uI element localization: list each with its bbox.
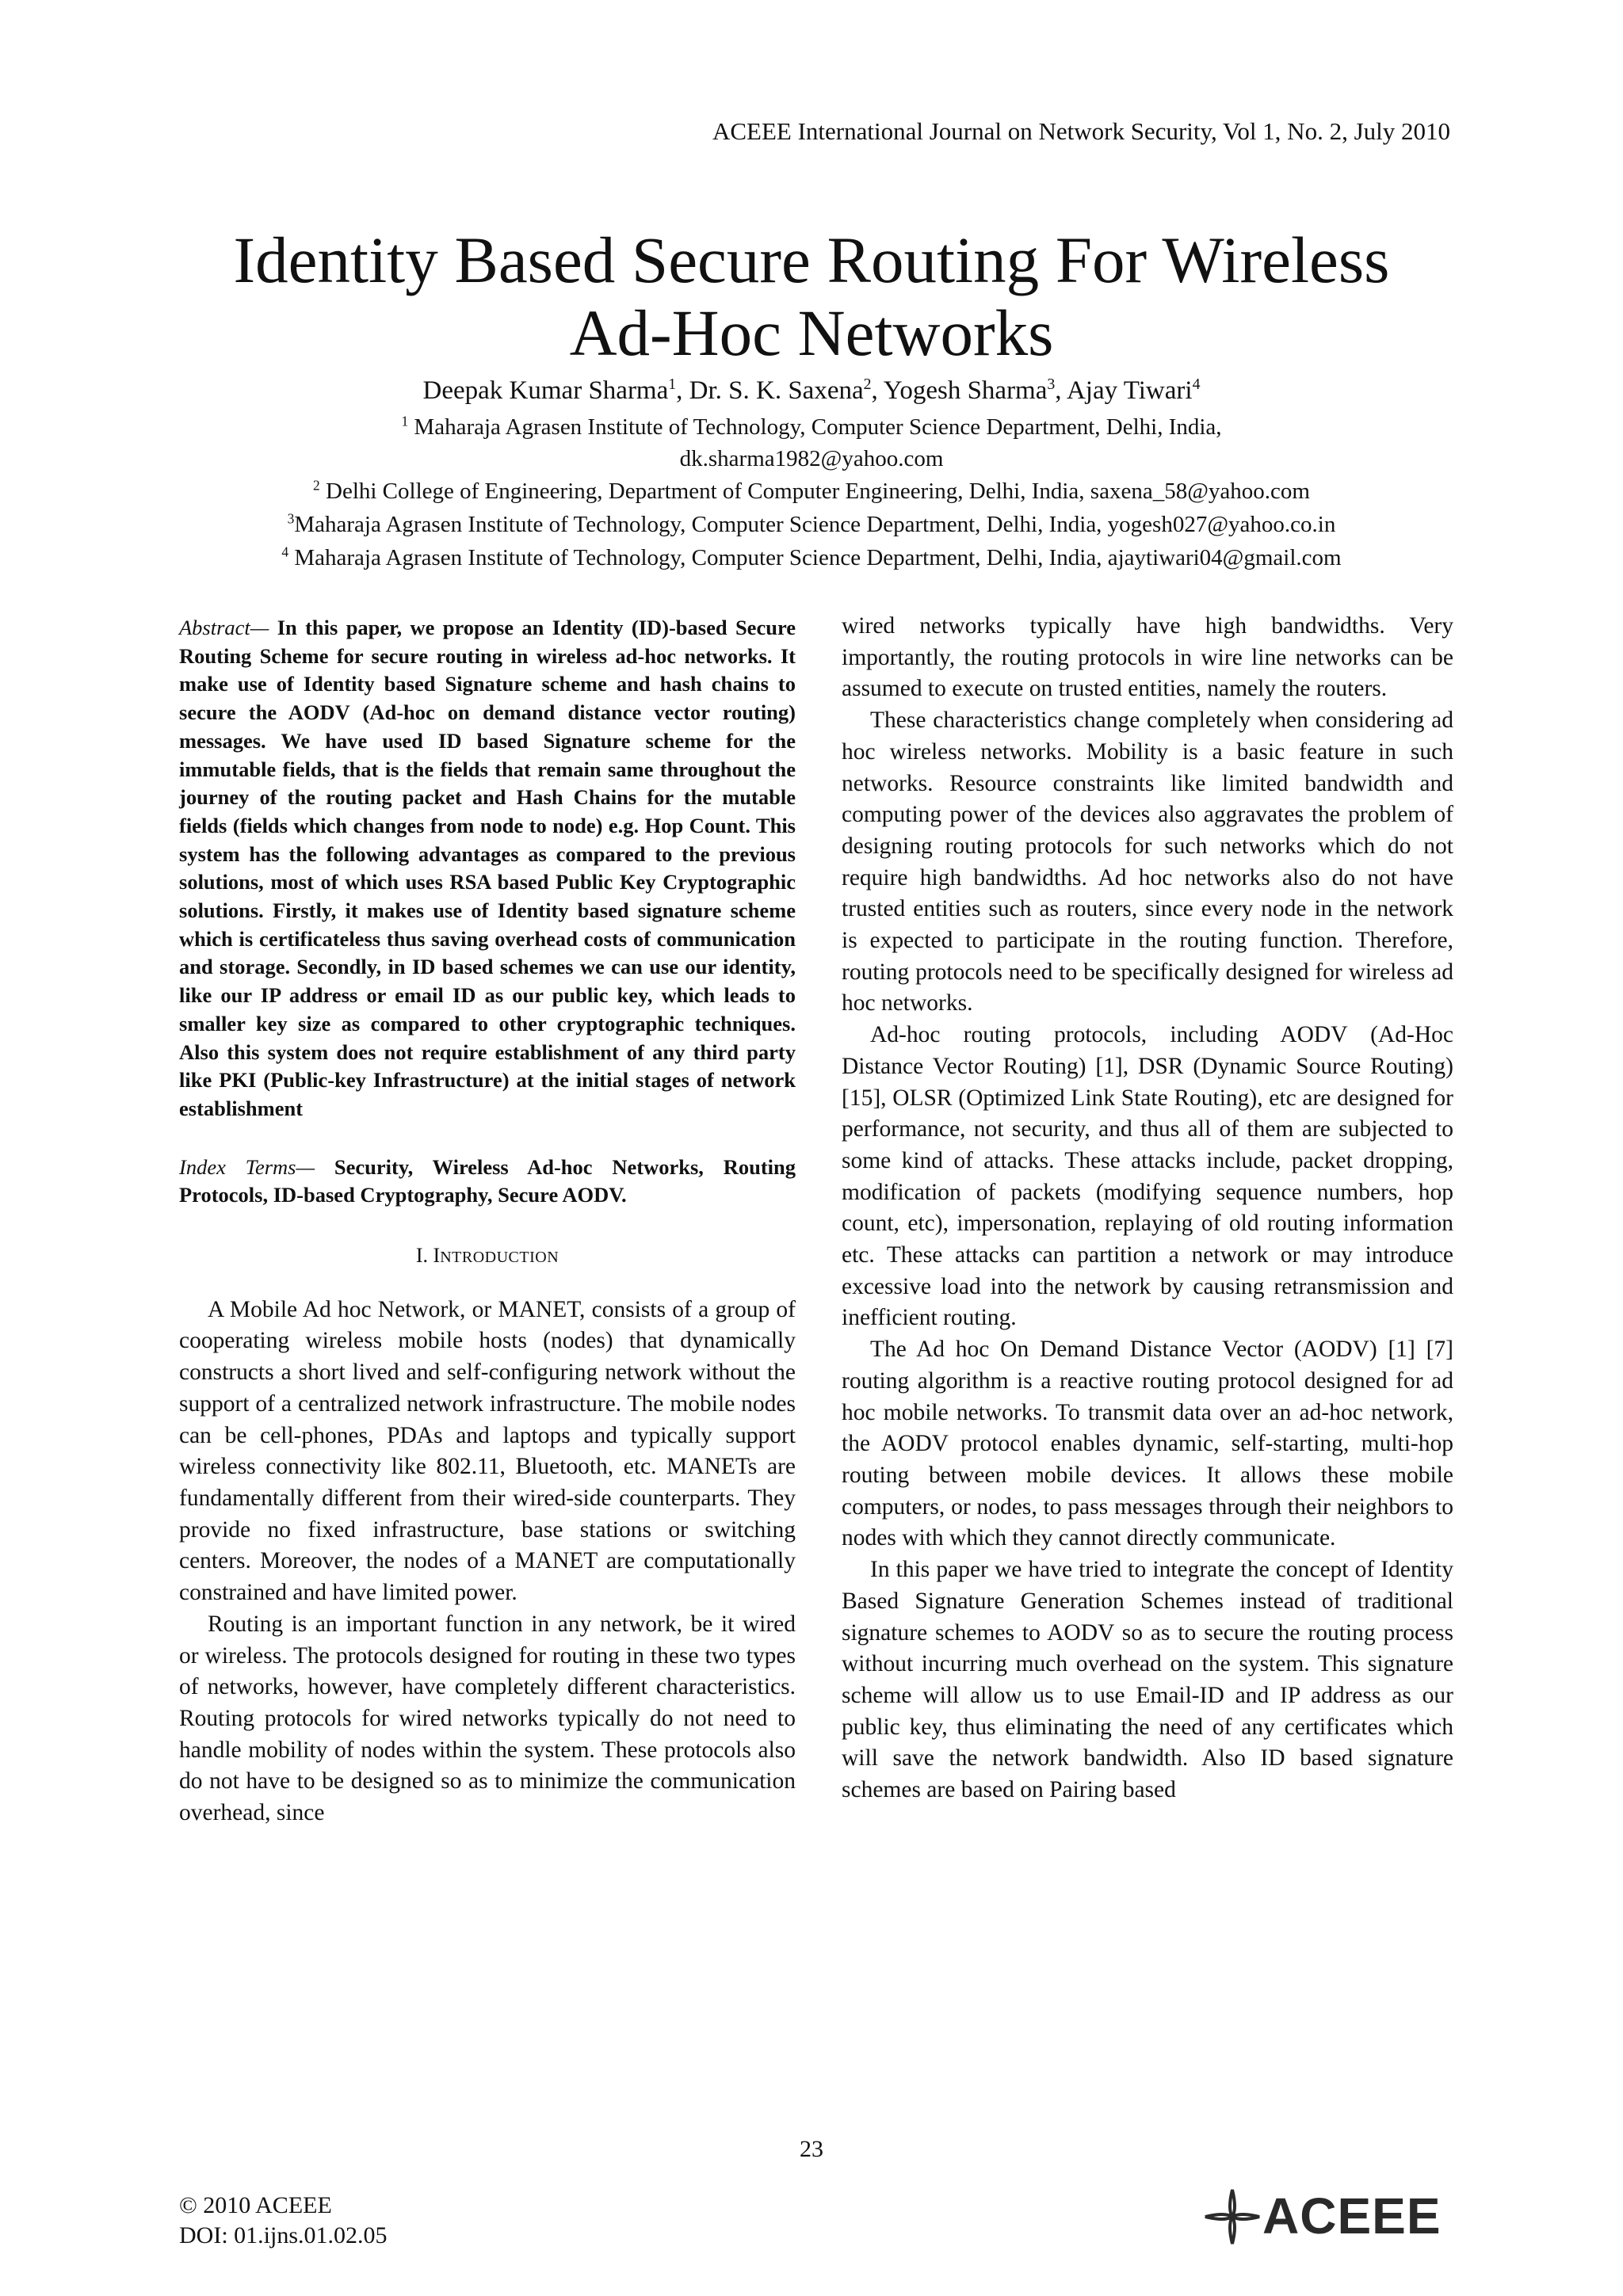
section-heading-introduction: I. INTRODUCTION [415,1244,559,1268]
aceee-logo-text: ACEEE [1262,2187,1442,2245]
affiliation-1: $^1$ Maharaja Agrasen Institute of Technology, Computer Science Department, Delhi, India, [401,413,1222,440]
index-terms [179,1154,796,1210]
author-affiliation-sup: 4 [1192,376,1201,393]
paper-title-line-2: Ad-Hoc Networks [569,296,1054,369]
aceee-star-icon [1201,2185,1264,2248]
author-affiliation-sup: 2 [863,376,872,393]
affiliation-4: $^4$ Maharaja Agrasen Institute of Technology, Computer Science Department, Delhi, India, ajaytiwari04@gmail.com [281,543,1342,570]
body-paragraph: The Ad hoc On Demand Distance Vector (AODV) [1] [7] routing algorithm is a reactive routing protocol designed for ad hoc mobile networks. To transmit data over an ad-hoc network, the AODV protocol enables dynamic, self-starting, multi-hop routing between mobile devices. It allows these mobile computers, or nodes, to pass messages through their neighbors to nodes with which they cannot directly communicate. [842,1337,1453,1551]
right-column [842,611,1453,1806]
intro-paragraph: Routing is an important function in any network, be it wired or wireless. The protocols designed for routing in these two types of networks, however, have completely different characteristics. Routing protocols for wired networks typically do not need to handle mobility of nodes within the system. These protocols also do not have to be designed so as to minimize the communication overhead, since [179,1611,796,1826]
continued-paragraph: wired networks typically have high bandwidths. Very importantly, the routing protocols in wire line networks can be assumed to execute on trusted entities, namely the routers. [842,613,1453,702]
author-name: Dr. S. K. Saxena [689,376,864,405]
abstract [179,614,796,1123]
page-number: 23 [800,2136,823,2162]
author-name: Deepak Kumar Sharma [422,376,669,405]
aceee-logo [1201,2180,1454,2252]
intro-paragraph: A Mobile Ad hoc Network, or MANET, consists of a group of cooperating wireless mobile hosts (nodes) that dynamically constructs a short lived and self-configuring network without the support of a centralized network infrastructure. The mobile nodes can be cell-phones, PDAs and laptops and typically support wireless connectivity like 802.11, Bluetooth, etc. MANETs are fundamentally different from their wired-side counterparts. They provide no fixed infrastructure, base stations or switching centers. Moreover, the nodes of a MANET are computationally constrained and have limited power. [179,1296,796,1606]
affiliation-2: $^2$ Delhi College of Engineering, Department of Computer Engineering, Delhi, India, saxena_58@yahoo.com [313,477,1310,504]
abstract-label: Abstract— [179,616,269,639]
affiliation-1-email: dk.sharma1982@yahoo.com [679,446,944,471]
body-paragraph: Ad-hoc routing protocols, including AODV (Ad-Hoc Distance Vector Routing) [1], DSR (Dynamic Source Routing)[15], OLSR (Optimized Link State Routing), etc are designed for performance, not security, and thus all of them are subjected to some kind of attacks. These attacks include, packet dropping, modification of packets (modifying sequence numbers, hop count, etc), impersonation, replaying of old routing information etc. These attacks can partition a network or may introduce excessive load into the network by causing retransmission and inefficient routing. [842,1022,1453,1331]
author-list [95,376,1528,406]
author-separator: , [676,376,689,405]
copyright: © 2010 ACEEE [179,2192,332,2218]
journal-header: ACEEE International Journal on Network Security, Vol 1, No. 2, July 2010 [712,117,1450,145]
body-paragraph: In this paper we have tried to integrate the concept of Identity Based Signature Generation Schemes instead of traditional signature schemes to AODV so as to secure the routing process without incurring much overhead on the system. This signature scheme will allow us to use Email-ID and IP address as our public key, thus eliminating the need of any certificates which will save the network bandwidth. Also ID based signature schemes are based on Pairing based [842,1557,1453,1803]
index-terms-text: Security, Wireless Ad-hoc Networks, Routing Protocols, ID-based Cryptography, Secure AODV. [179,1154,796,1207]
footer-info [179,2191,388,2251]
left-column [179,614,796,1829]
affiliation-3: $^3$Maharaja Agrasen Institute of Technology, Computer Science Department, Delhi, India, yogesh027@yahoo.co.in [287,510,1336,537]
author-affiliation-sup: 1 [668,376,677,393]
author-affiliation-sup: 3 [1047,376,1056,393]
author-separator: , [871,376,884,405]
author-separator: , [1055,376,1067,405]
doi: DOI: 01.ijns.01.02.05 [179,2222,388,2248]
abstract-text: In this paper, we propose an Identity (ID)-based Secure Routing Scheme for secure routing in wireless ad-hoc networks. It make use of Identity based Signature scheme and hash chains to secure the AODV (Ad-hoc on demand distance vector routing) messages. We have used ID based Signature scheme for the immutable fields, that is the fields that remain same throughout the journey of the routing packet and Hash Chains for the mutable fields (fields which changes from node to node) e.g. Hop Count. This system has the following advantages as compared to the previous solutions, most of which uses RSA based Public Key Cryptographic solutions. Firstly, it makes use of Identity based signature scheme which is certificateless thus saving overhead costs of communication and storage. Secondly, in ID based schemes we can use our identity, like our IP address or email ID as our public key, which leads to smaller key size as compared to other cryptographic techniques. Also this system does not require establishment of any third party like PKI (Public-key Infrastructure) at the initial stages of network establishment [179,616,796,1120]
index-terms-label: Index Terms— [179,1154,315,1179]
author-name: Yogesh Sharma [883,376,1048,405]
body-paragraph: These characteristics change completely when considering ad hoc wireless networks. Mobility is a basic feature in such networks. Resource constraints like limited bandwidth and computing power of the devices also aggravates the problem of designing routing protocols for such networks which do not require high bandwidths. Ad hoc networks also do not have trusted entities such as routers, since every node in the network is expected to participate in the routing function. Therefore, routing protocols need to be specifically designed for wireless ad hoc networks. [842,707,1453,1016]
paper-title-line-1: Identity Based Secure Routing For Wireless [233,223,1390,296]
author-name: Ajay Tiwari [1066,376,1193,405]
paper-title [95,223,1528,369]
